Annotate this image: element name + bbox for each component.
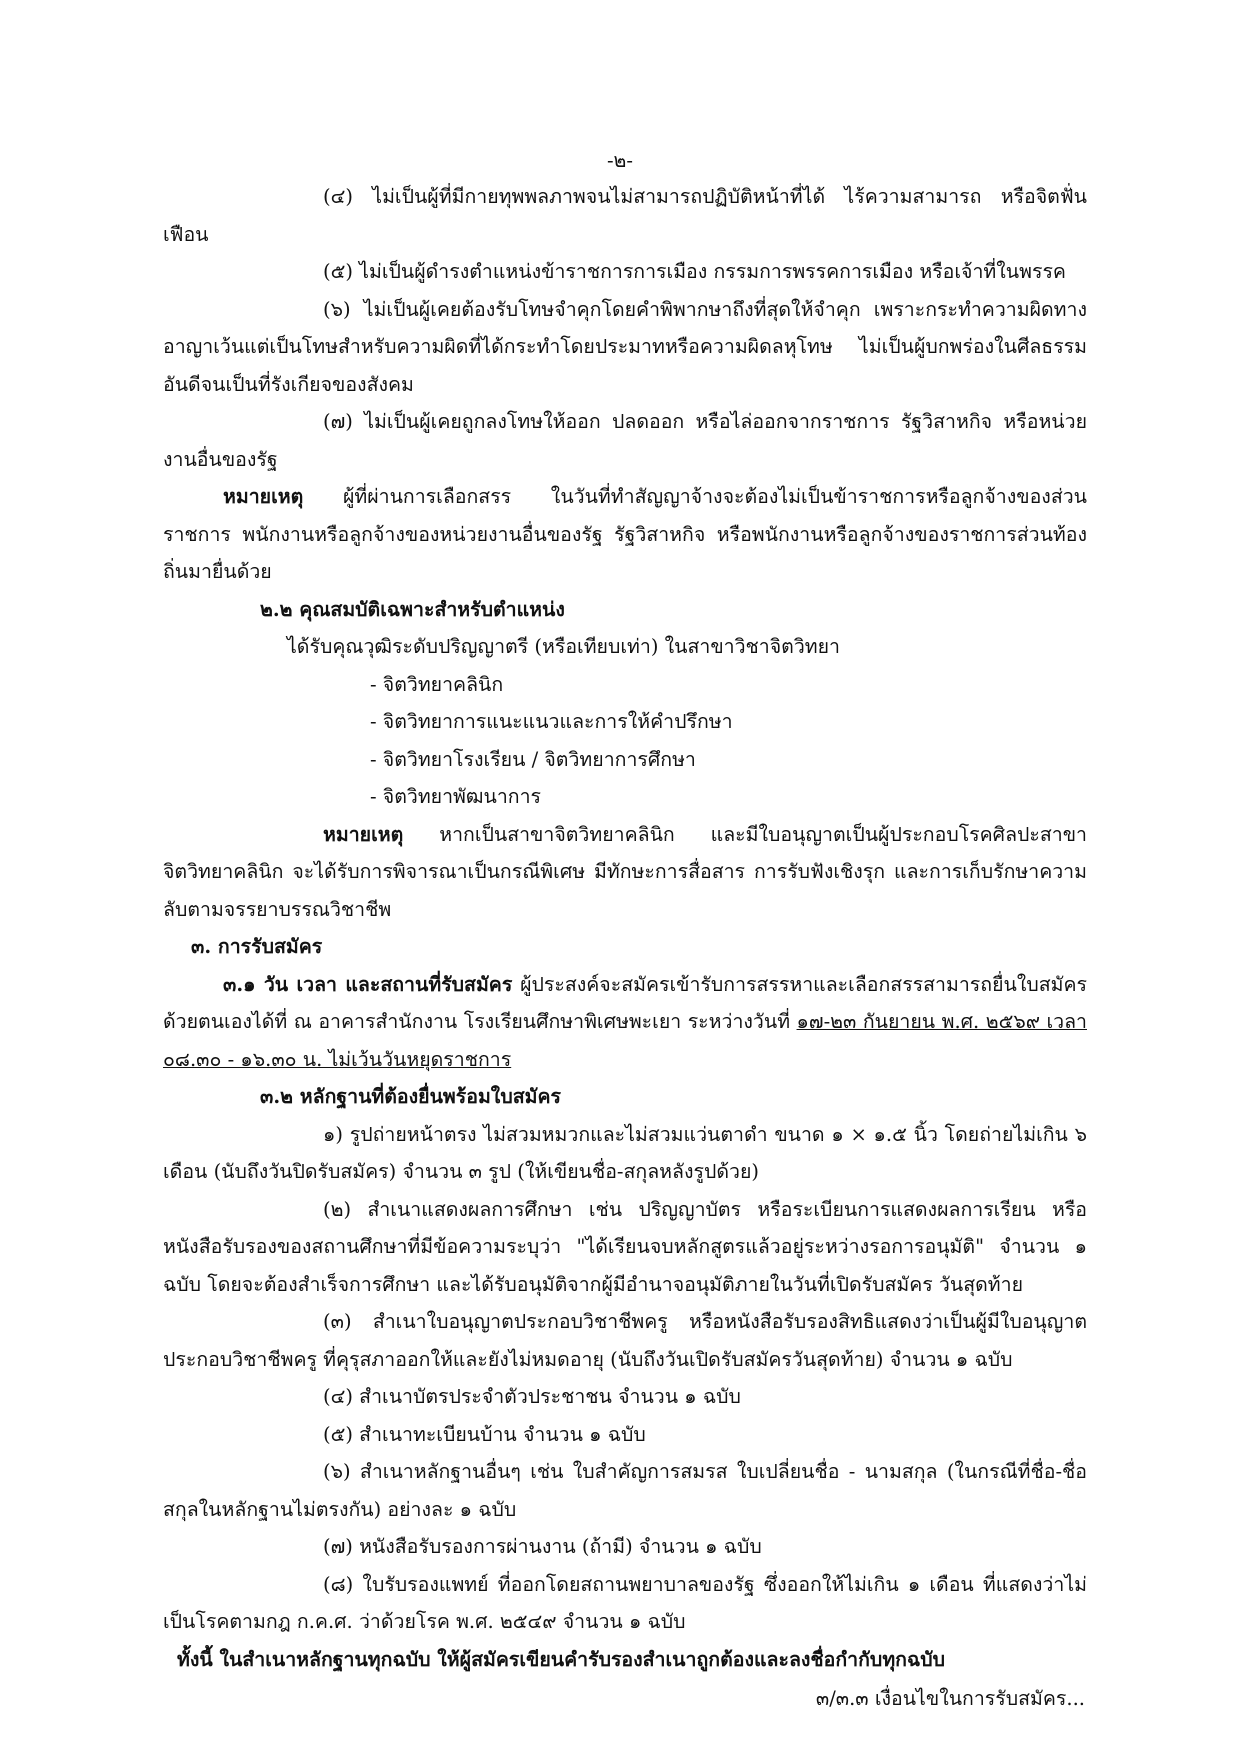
section-3-1-label: ๓.๑ วัน เวลา และสถานที่รับสมัคร [223, 972, 513, 996]
major-item: - จิตวิทยาโรงเรียน / จิตวิทยาการศึกษา [370, 747, 696, 771]
document-item-7: (๗) หนังสือรับรองการผ่านงาน (ถ้ามี) จำนวน ๑ ฉบับ [323, 1535, 762, 1558]
document-body [163, 178, 1087, 1678]
qualification-7: (๗) ไม่เป็นผู้เคยถูกลงโทษให้ออก ปลดออก หรือไล่ออกจากราชการ รัฐวิสาหกิจ หรือหน่วยงานอื่นของรัฐ [163, 410, 1087, 471]
qualification-6: (๖) ไม่เป็นผู้เคยต้องรับโทษจำคุกโดยคำพิพากษาถึงที่สุดให้จำคุก เพราะกระทำความผิดทางอาญาเว้นแต่เป็นโทษสำหรับความผิดที่ได้กระทำโดยประมาทหรือความผิดลหุโทษ ไม่เป็นผู้บกพร่องในศีลธรรมอันดีจนเป็นที่รังเกียจของสังคม [163, 297, 1087, 396]
major-item: - จิตวิทยาพัฒนาการ [370, 785, 542, 808]
note-label: หมายเหตุ [223, 485, 304, 508]
continuation-footer: ๓/๓.๓ เงื่อนไขในการรับสมัคร... [815, 1687, 1085, 1710]
major-item: - จิตวิทยาคลินิก [370, 672, 504, 696]
note-text: ผู้ที่ผ่านการเลือกสรร ในวันที่ทำสัญญาจ้างจะต้องไม่เป็นข้าราชการหรือลูกจ้างของส่วนราชการ พนักงานหรือลูกจ้างของหน่วยงานอื่นของรัฐ รัฐวิสาหกิจ หรือพนักงานหรือลูกจ้างของราชการส่วนท้องถิ่นมายื่นด้วย [163, 485, 1087, 583]
note-text: หากเป็นสาขาจิตวิทยาคลินิก และมีใบอนุญาตเป็นผู้ประกอบโรคศิลปะสาขาจิตวิทยาคลินิก จะได้รับการพิจารณาเป็นกรณีพิเศษ มีทักษะการสื่อสาร การรับฟังเชิงรุก และการเก็บรักษาความลับตามจรรยาบรรณวิชาชีพ [163, 822, 1087, 921]
note-label: หมายเหตุ [323, 822, 404, 846]
closing-statement: ทั้งนี้ ในสำเนาหลักฐานทุกฉบับ ให้ผู้สมัครเขียนคำรับรองสำเนาถูกต้องและลงชื่อกำกับทุกฉบับ [177, 1647, 946, 1671]
section-2-2-heading: ๒.๒ คุณสมบัติเฉพาะสำหรับตำแหน่ง [260, 597, 565, 621]
document-item-8: (๘) ใบรับรองแพทย์ ที่ออกโดยสถานพยาบาลของรัฐ ซึ่งออกให้ไม่เกิน ๑ เดือน ที่แสดงว่าไม่เป็นโรคตามกฎ ก.ค.ศ. ว่าด้วยโรค พ.ศ. ๒๕๔๙ จำนวน ๑ ฉบับ [163, 1572, 1087, 1633]
document-item-3: (๓) สำเนาใบอนุญาตประกอบวิชาชีพครู หรือหนังสือรับรองสิทธิแสดงว่าเป็นผู้มีใบอนุญาตประกอบวิชาชีพครู ที่คุรุสภาออกให้และยังไม่หมดอายุ (นับถึงวันเปิดรับสมัครวันสุดท้าย) จำนวน ๑ ฉบับ [163, 1310, 1087, 1371]
page-number: -๒- [606, 149, 634, 172]
section-3-heading: ๓. การรับสมัคร [191, 935, 323, 958]
qualification-4: (๔) ไม่เป็นผู้ที่มีกายทุพพลภาพจนไม่สามารถปฏิบัติหน้าที่ได้ ไร้ความสามารถ หรือจิตฟั่นเฟือน [163, 185, 1087, 246]
note-paragraph-2 [163, 816, 1087, 929]
section-3-2-heading: ๓.๒ หลักฐานที่ต้องยื่นพร้อมใบสมัคร [260, 1085, 561, 1108]
qualification-intro: ได้รับคุณวุฒิระดับปริญญาตรี (หรือเทียบเท่า) ในสาขาวิชาจิตวิทยา [287, 635, 841, 658]
section-3-1-text: ผู้ประสงค์จะสมัครเข้ารับการสรรหาและเลือกสรรสามารถยื่นใบสมัครด้วยตนเองได้ที่ ณ อาคารสำนักงาน โรงเรียนศึกษาพิเศษพะเยา ระหว่างวันที่ [163, 972, 1088, 1033]
section-3-1-paragraph [163, 966, 1087, 1079]
major-item: - จิตวิทยาการแนะแนวและการให้คำปรึกษา [370, 710, 733, 733]
application-dates: ๑๗-๒๓ กันยายน พ.ศ. ๒๕๖๙ เวลา ๐๘.๓๐ - ๑๖.๓๐ น. ไม่เว้นวันหยุดราชการ [163, 1010, 1087, 1071]
document-item-5: (๕) สำเนาทะเบียนบ้าน จำนวน ๑ ฉบับ [323, 1422, 646, 1446]
document-item-4: (๔) สำเนาบัตรประจำตัวประชาชน จำนวน ๑ ฉบับ [323, 1385, 741, 1408]
note-paragraph [163, 478, 1087, 591]
document-item-6: (๖) สำเนาหลักฐานอื่นๆ เช่น ใบสำคัญการสมรส ใบเปลี่ยนชื่อ - นามสกุล (ในกรณีที่ชื่อ-ชื่อสกุลในหลักฐานไม่ตรงกัน) อย่างละ ๑ ฉบับ [163, 1460, 1087, 1521]
document-item-1: ๑) รูปถ่ายหน้าตรง ไม่สวมหมวกและไม่สวมแว่นตาดำ ขนาด ๑ × ๑.๕ นิ้ว โดยถ่ายไม่เกิน ๖ เดือน (นับถึงวันปิดรับสมัคร) จำนวน ๓ รูป (ให้เขียนชื่อ-สกุลหลังรูปด้วย) [163, 1122, 1087, 1183]
qualification-5: (๕) ไม่เป็นผู้ดำรงตำแหน่งข้าราชการการเมือง กรรมการพรรคการเมือง หรือเจ้าที่ในพรรค [323, 260, 1066, 283]
document-item-2: (๒) สำเนาแสดงผลการศึกษา เช่น ปริญญาบัตร หรือระเบียนการแสดงผลการเรียน หรือหนังสือรับรองของสถานศึกษาที่มีข้อความระบุว่า "ได้เรียนจบหลักสูตรแล้วอยู่ระหว่างรอการอนุมัติ" จำนวน ๑ ฉบับ โดยจะต้องสำเร็จการศึกษา และได้รับอนุมัติจากผู้มีอำนาจอนุมัติภายในวันที่เปิดรับสมัคร วันสุดท้าย [163, 1197, 1087, 1296]
